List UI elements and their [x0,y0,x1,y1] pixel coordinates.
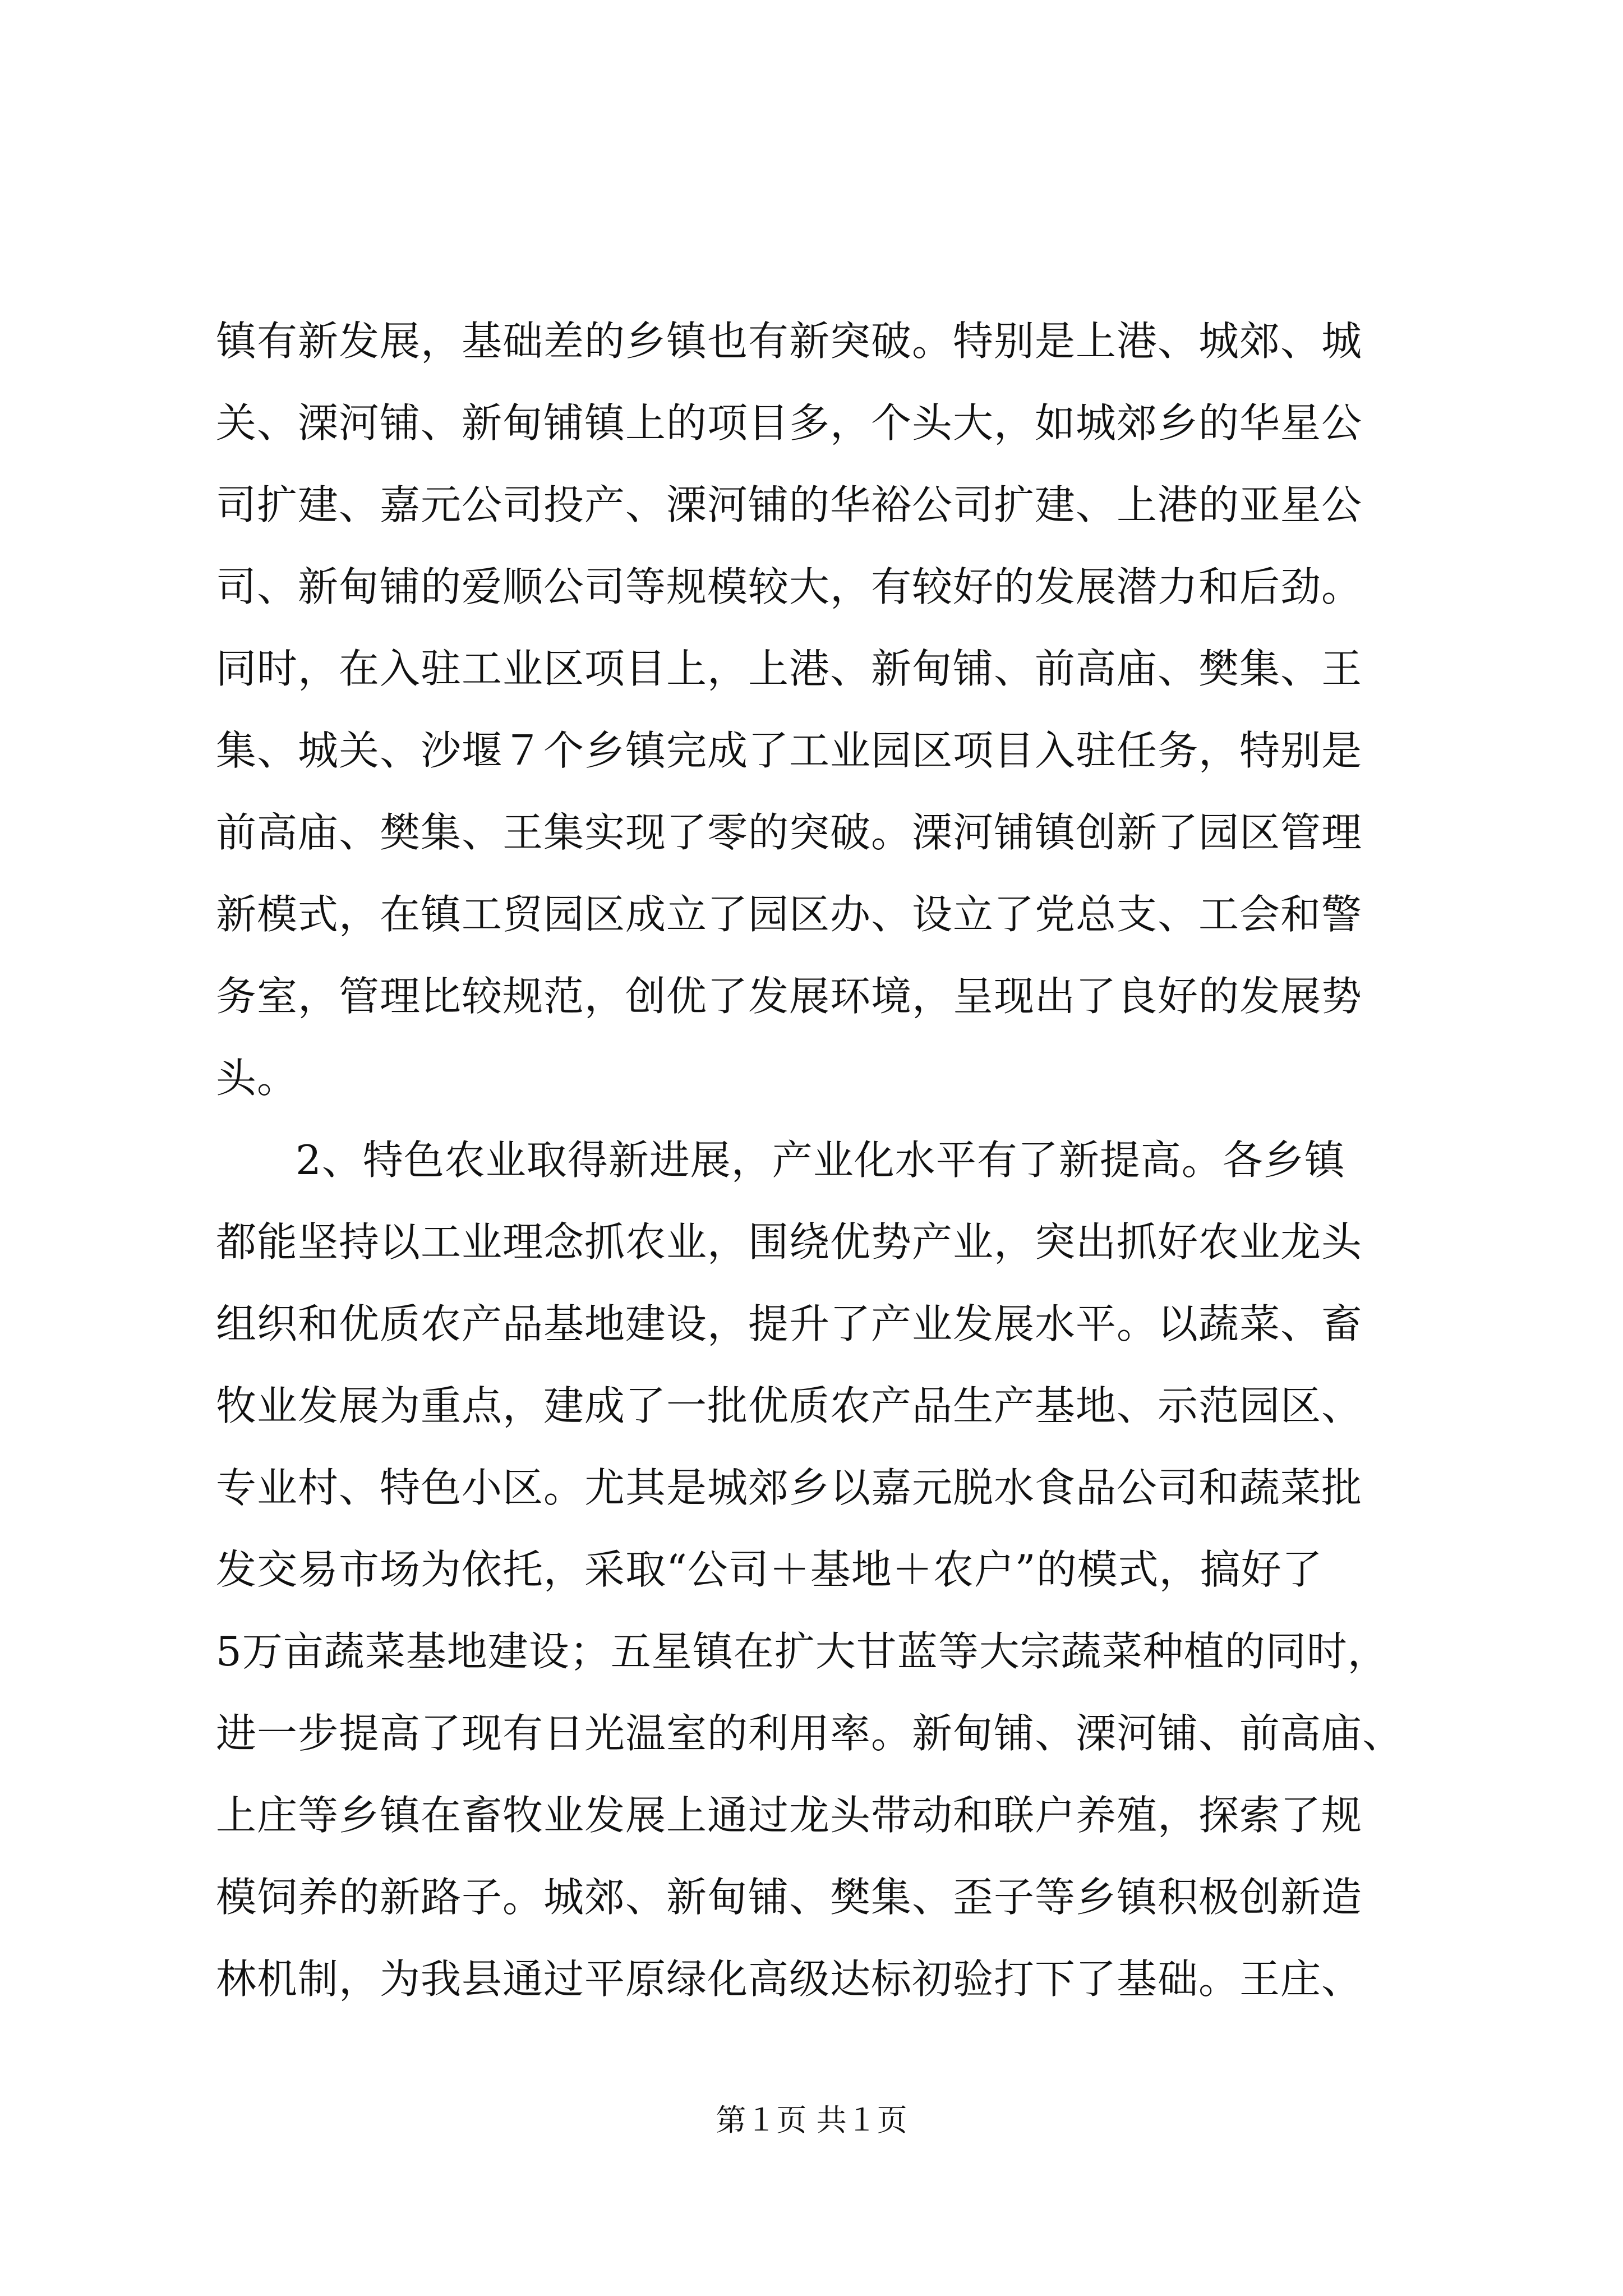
paragraph-start-line: 2、特色农业取得新进展，产业化水平有了新提高。各乡镇 [296,1137,1345,1184]
text-line: 集、城关、沙堰７个乡镇完成了工业园区项目入驻任务，特别是 [216,727,1363,774]
text-line: 新模式，在镇工贸园区成立了园区办、设立了党总支、工会和警 [216,891,1363,938]
text-line: 镇有新发展，基础差的乡镇也有新突破。特别是上港、城郊、城 [216,318,1363,365]
text-line: 司扩建、嘉元公司投产、溧河铺的华裕公司扩建、上港的亚星公 [216,481,1363,528]
text-line: 进一步提高了现有日光温室的利用率。新甸铺、溧河铺、前高庙、 [216,1710,1404,1757]
text-line: 关、溧河铺、新甸铺镇上的项目多，个头大，如城郊乡的华星公 [216,399,1363,447]
text-line: 前高庙、樊集、王集实现了零的突破。溧河铺镇创新了园区管理 [216,809,1363,856]
text-line: 司、新甸铺的爱顺公司等规模较大，有较好的发展潜力和后劲。 [216,563,1363,610]
text-line: 组织和优质农产品基地建设，提升了产业发展水平。以蔬菜、畜 [216,1300,1363,1347]
text-line: 林机制，为我县通过平原绿化高级达标初验打下了基础。王庄、 [216,1955,1363,2003]
text-line: 上庄等乡镇在畜牧业发展上通过龙头带动和联户养殖，探索了规 [216,1792,1363,1839]
text-line: 模饲养的新路子。城郊、新甸铺、樊集、歪子等乡镇积极创新造 [216,1874,1363,1921]
text-line: 务室，管理比较规范，创优了发展环境，呈现出了良好的发展势 [216,973,1363,1020]
text-line: 专业村、特色小区。尤其是城郊乡以嘉元脱水食品公司和蔬菜批 [216,1464,1363,1511]
text-line: 同时，在入驻工业区项目上，上港、新甸铺、前高庙、樊集、王 [216,645,1363,692]
text-line: 5万亩蔬菜基地建设；五星镇在扩大甘蓝等大宗蔬菜种植的同时， [216,1628,1389,1675]
text-line: 发交易市场为依托，采取“公司＋基地＋农户”的模式，搞好了 [216,1546,1323,1593]
text-line: 都能坚持以工业理念抓农业，围绕优势产业，突出抓好农业龙头 [216,1218,1363,1266]
text-line: 牧业发展为重点，建成了一批优质农产品生产基地、示范园区、 [216,1382,1363,1429]
document-body [216,300,1414,2020]
page-number-footer: 第１页 共１页 [716,2102,907,2138]
text-line: 头。 [216,1055,298,1102]
